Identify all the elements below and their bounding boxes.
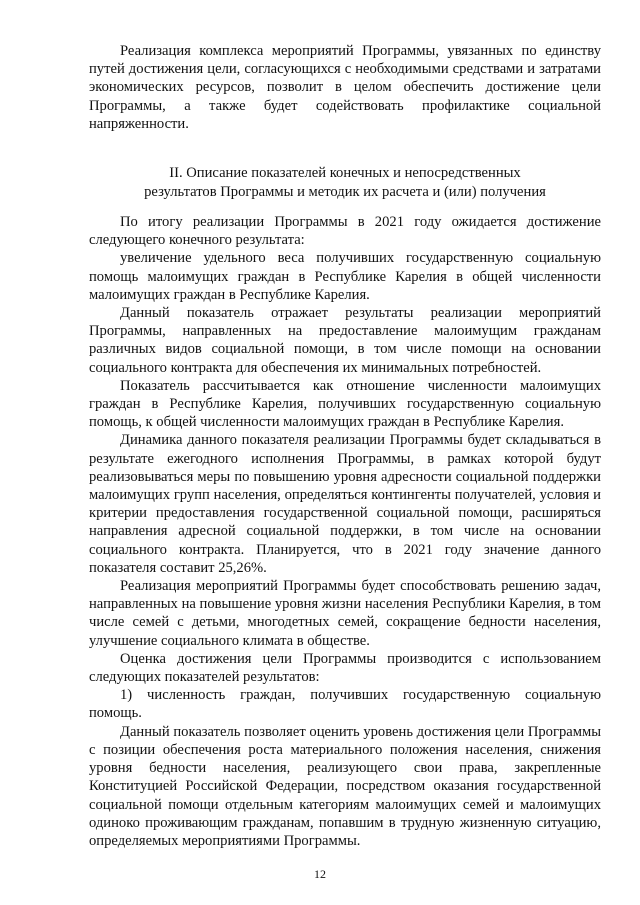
- paragraph-goal-evaluation: Оценка достижения цели Программы производится с использованием следующих показателей результатов:: [89, 650, 601, 686]
- paragraph-indicator-calculation: Показатель рассчитывается как отношение численности малоимущих граждан в Республике Карелия, получивших государственную социальную помощь, к общей численности малоимущих граждан в Республике Карелия.: [89, 377, 601, 431]
- intro-block: [89, 42, 601, 133]
- section-heading-line-1: II. Описание показателей конечных и непосредственных: [169, 165, 521, 181]
- intro-paragraph: Реализация комплекса мероприятий Программы, увязанных по единству путей достижения цели, согласующихся с необходимыми средствами и затратами экономических ресурсов, позволит в целом обеспечить достижение цели Программы, а также будет содействовать профилактике социальной напряженности.: [89, 43, 601, 132]
- main-text-block: [89, 213, 601, 850]
- section-heading: [89, 164, 601, 202]
- paragraph-program-tasks: Реализация мероприятий Программы будет способствовать решению задач, направленных на повышение уровня жизни населения Республики Карелия, в том числе семей с детьми, многодетных семей, сокращение бедности населения, улучшение социального климата в обществе.: [89, 578, 601, 649]
- paragraph-indicator-1: 1) численность граждан, получивших государственную социальную помощь.: [89, 687, 601, 722]
- paragraph-expected-result: По итогу реализации Программы в 2021 году ожидается достижение следующего конечного результата:: [89, 214, 601, 249]
- page-number: 12: [314, 867, 326, 881]
- paragraph-indicator-reflects: Данный показатель отражает результаты реализации мероприятий Программы, направленных на предоставление малоимущим гражданам различных видов социальной помощи, в том числе помощи на основании социального контракта для обеспечения их минимальных потребностей.: [89, 305, 601, 376]
- paragraph-indicator-share: увеличение удельного веса получивших государственную социальную помощь малоимущих граждан в Республике Карелия в общей численности малоимущих граждан в Республике Карелия.: [89, 250, 601, 303]
- section-heading-line-2: результатов Программы и методик их расчета и (или) получения: [144, 184, 546, 200]
- paragraph-indicator-1-description: Данный показатель позволяет оценить уровень достижения цели Программы с позиции обеспечения роста материального положения населения, снижения уровня бедности населения, реализующего свои права, закрепленные Конституцией Российской Федерации, посредством оказания государственной социальной помощи отдельным категориям малоимущих семей и малоимущих одиноко проживающим гражданам, попавшим в трудную жизненную ситуацию, определяемых мероприятиями Программы.: [89, 723, 601, 849]
- paragraph-indicator-dynamics: Динамика данного показателя реализации Программы будет складываться в результате ежегодного исполнения Программы, в рамках которой будут реализовываться меры по повышению уровня адресности социальной поддержки малоимущих групп населения, определяться контингенты получателей, условия и критерии предоставления государственной социальной помощи, расширяться направления адресной социальной поддержки, в том числе на основании социального контракта. Планируется, что в 2021 году значение данного показателя составит 25,26%.: [89, 432, 601, 576]
